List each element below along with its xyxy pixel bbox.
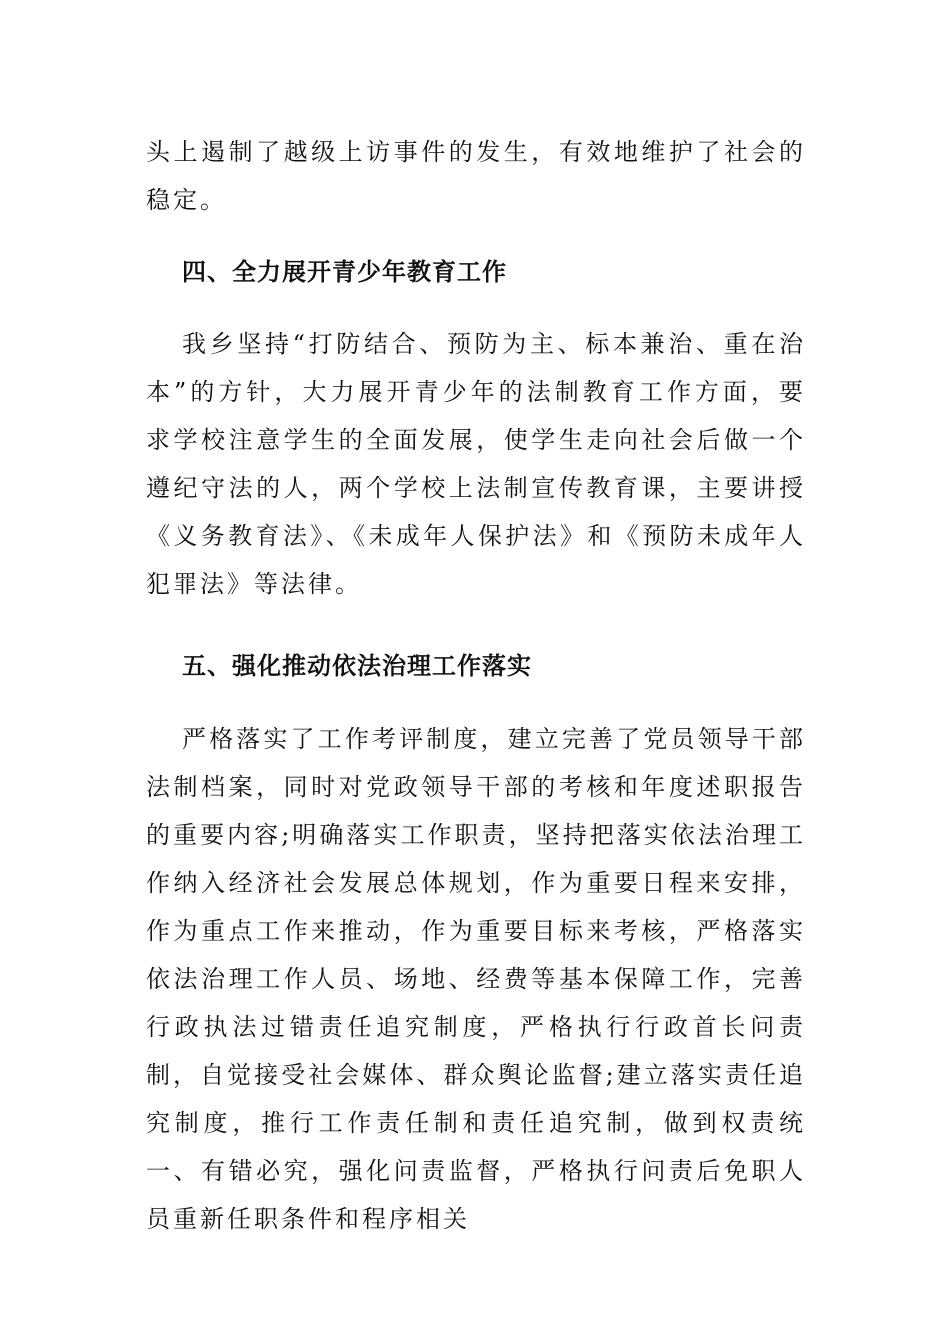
section-5-paragraph: 严格落实了工作考评制度，建立完善了党员领导干部法制档案，同时对党政领导干部的考核和年度述职报告的重要内容;明确落实工作职责，坚持把落实依法治理工作纳入经济社会发展总体规划，作为重要日程来安排，作为重点工作来推动，作为重要目标来考核，严格落实依法治理工作人员、场地、经费等基本保障工作，完善行政执法过错责任追究制度，严格执行行政首长问责制，自觉接受社会媒体、群众舆论监督;建立落实责任追究制度，推行工作责任制和责任追究制，做到权责统一、有错必究，强化问责监督，严格执行问责后免职人员重新任职条件和程序相关 [146,725,806,1233]
section-4-paragraph: 我乡坚持“打防结合、预防为主、标本兼治、重在治本”的方针，大力展开青少年的法制教育工作方面，要求学校注意学生的全面发展，使学生走向社会后做一个遵纪守法的人，两个学校上法制宣传教育课，主要讲授《义务教育法》、《未成年人保护法》和《预防未成年人犯罪法》等法律。 [146,330,806,598]
section-heading-4: 四、全力展开青少年教育工作 [182,258,507,286]
section-heading-5: 五、强化推动依法治理工作落实 [182,652,532,680]
continued-paragraph: 头上遏制了越级上访事件的发生，有效地维护了社会的稳定。 [146,138,806,214]
